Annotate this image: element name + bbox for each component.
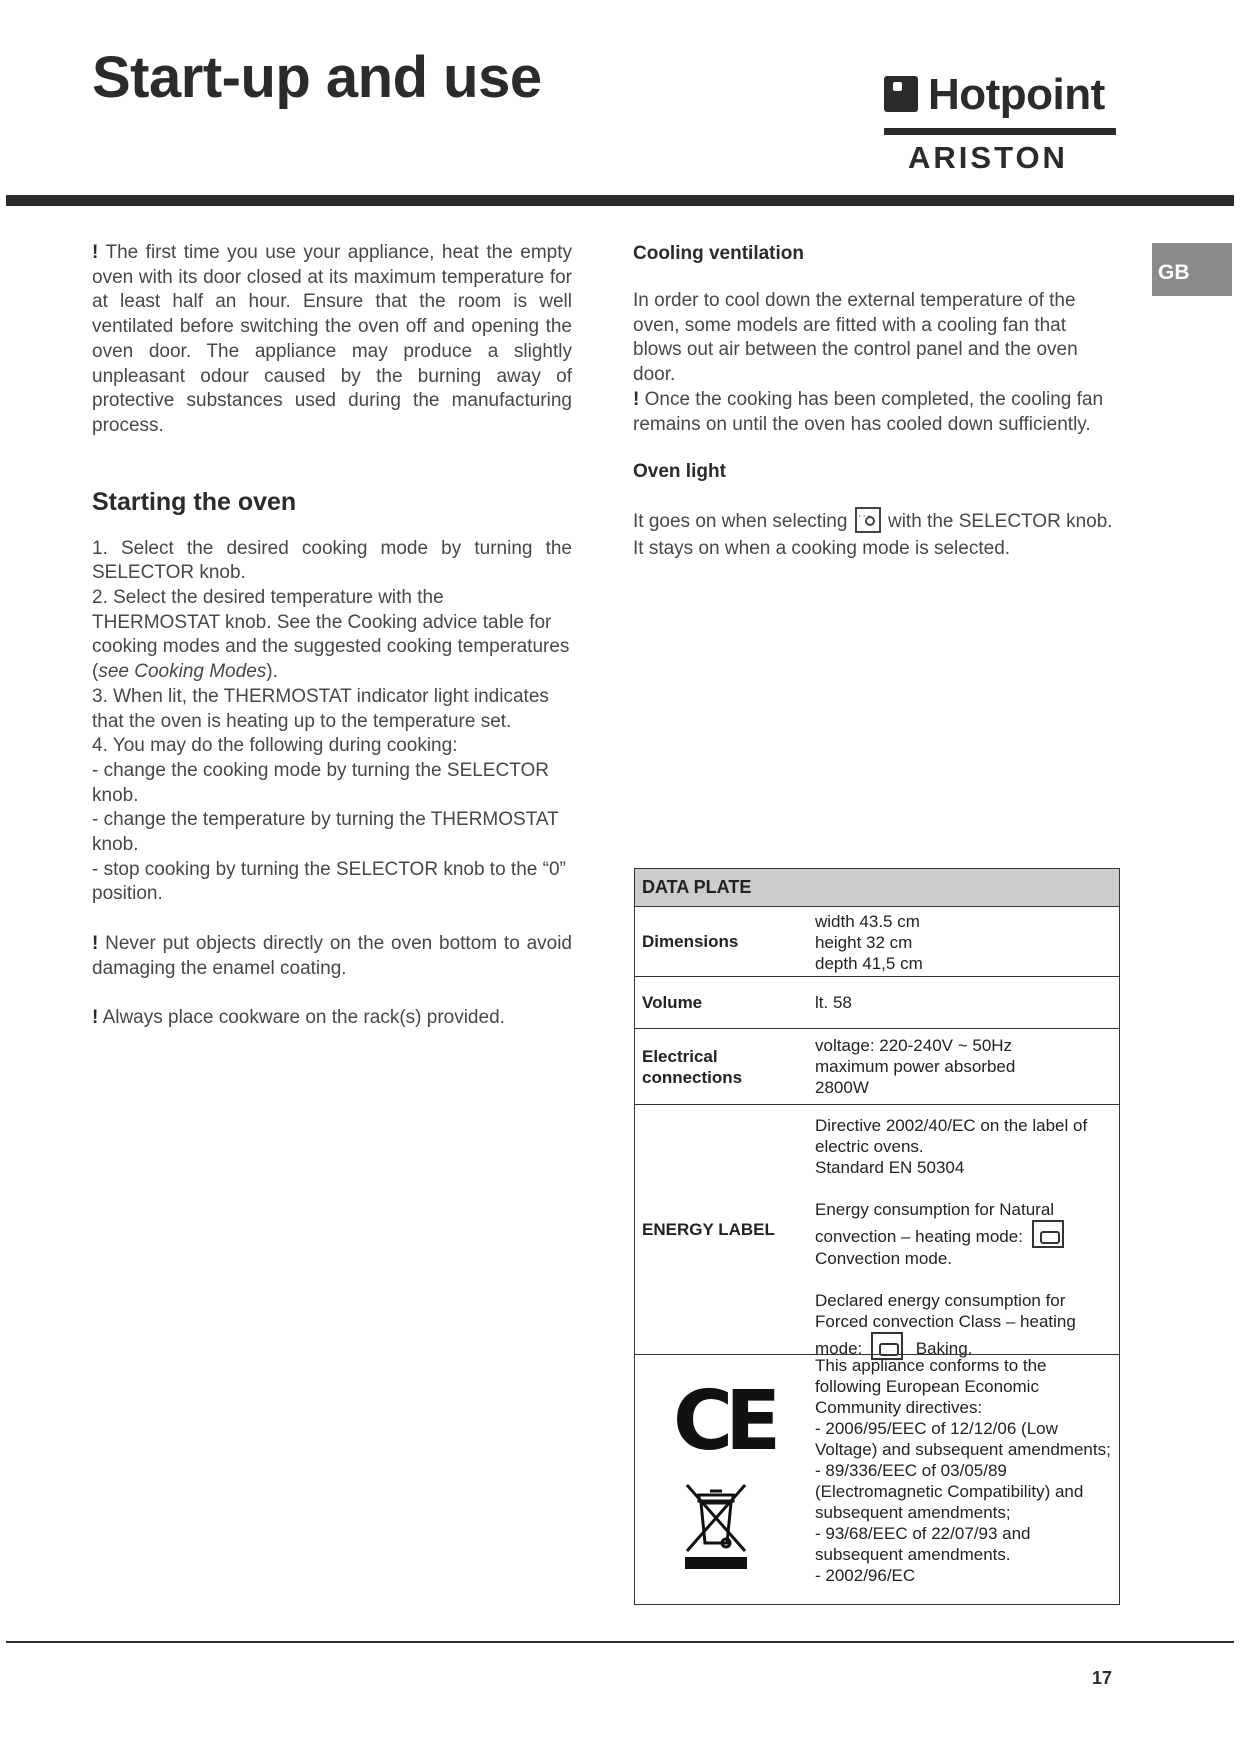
- volume-text: lt. 58: [815, 993, 852, 1012]
- warning-mark: !: [633, 388, 640, 410]
- step-4: 4. You may do the following during cooking:: [92, 735, 458, 757]
- convection-mode-icon: [1032, 1220, 1064, 1248]
- warning-mark: !: [92, 932, 99, 954]
- page-title: Start-up and use: [92, 45, 542, 110]
- energy-natural-text: Energy consumption for Natural convection – heating mode:: [815, 1200, 1055, 1246]
- energy-natural: [815, 1199, 1115, 1248]
- energy-values: [815, 1105, 1119, 1358]
- ce-mark: CE: [673, 1374, 774, 1469]
- step-2-text: 2. Select the desired temperature with the THERMOSTAT knob. See the Cooking advice table for cooking modes and the suggested cooking temperatures (: [92, 587, 570, 683]
- step-2: [92, 586, 572, 685]
- energy-directive: Directive 2002/40/EC on the label of electric ovens.: [815, 1116, 1088, 1156]
- oven-light-icon: [855, 507, 881, 533]
- warning-mark: !: [92, 1006, 99, 1028]
- electrical-label: Electrical connections: [642, 1046, 743, 1087]
- step-3: 3. When lit, the THERMOSTAT indicator light indicates that the oven is heating up to the temperature set.: [92, 685, 549, 732]
- oven-light-text: [633, 507, 1118, 562]
- intro-text: The first time you use your appliance, heat the empty oven with its door closed at its maximum temperature for at least half an hour. Ensure that the room is well ventilated before switching the oven off and opening the oven door. The appliance may produce a slightly unpleasant odour caused by the burning away of protective substances used during the manufacturing process.: [92, 242, 573, 436]
- energy-forced-text: Declared energy consumption for Forced convection Class – heating mode:: [815, 1291, 1076, 1358]
- energy-natural-mode: Convection mode.: [815, 1249, 953, 1268]
- cooking-modes-reference: see Cooking Modes: [98, 661, 267, 683]
- volume-label: Volume: [642, 993, 703, 1012]
- conformity-directive-4: - 2002/96/EC: [815, 1566, 916, 1585]
- row-dimensions: [635, 906, 1119, 976]
- header-divider: [6, 195, 1234, 206]
- warning-enamel: [92, 932, 572, 981]
- section-title-starting-oven: Starting the oven: [92, 487, 297, 516]
- step-4-bullet-1: - change the cooking mode by turning the SELECTOR knob.: [92, 759, 549, 806]
- dimensions-values: [815, 907, 1119, 976]
- baking-mode-icon: [871, 1332, 903, 1360]
- energy-standard: Standard EN 50304: [815, 1158, 965, 1177]
- conformity-marks: [635, 1355, 815, 1604]
- energy-label: ENERGY LABEL: [642, 1220, 775, 1239]
- warning-cookware-text: Always place cookware on the rack(s) provided.: [102, 1006, 505, 1028]
- brand-logo: [880, 70, 1120, 175]
- dimension-depth: depth 41,5 cm: [815, 954, 923, 973]
- oven-light-text-a: It goes on when selecting: [633, 511, 848, 533]
- warning-cookware: [92, 1006, 572, 1031]
- warning-enamel-text: Never put objects directly on the oven bottom to avoid damaging the enamel coating.: [92, 932, 572, 979]
- page-number: 17: [1092, 1668, 1113, 1688]
- cooling-ventilation-note: [633, 388, 1118, 437]
- energy-forced: [815, 1290, 1115, 1360]
- row-conformity: [635, 1354, 1119, 1604]
- dimension-height: height 32 cm: [815, 933, 913, 952]
- brand-mark-icon: [884, 76, 918, 112]
- intro-paragraph: [92, 241, 572, 439]
- brand-rule: [884, 128, 1116, 135]
- warning-mark: !: [92, 242, 99, 263]
- electrical-power: maximum power absorbed 2800W: [815, 1057, 1016, 1097]
- oven-light-title: Oven light: [633, 461, 726, 483]
- data-plate-header: DATA PLATE: [635, 869, 1119, 906]
- step-1: 1. Select the desired cooking mode by turning the SELECTOR knob.: [92, 537, 572, 584]
- cooling-ventilation-title: Cooling ventilation: [633, 243, 804, 264]
- data-plate-table: [634, 868, 1120, 1605]
- conformity-directive-1: - 2006/95/EEC of 12/12/06 (Low Voltage) and subsequent amendments;: [815, 1419, 1111, 1459]
- brand-sub: ARISTON: [908, 140, 1068, 175]
- row-electrical: [635, 1028, 1119, 1104]
- step-4-bullet-3: - stop cooking by turning the SELECTOR knob to the “0” position.: [92, 858, 566, 905]
- cooling-note-text: Once the cooking has been completed, the cooling fan remains on until the oven has cooled down sufficiently.: [633, 388, 1104, 435]
- electrical-values: [815, 1029, 1119, 1104]
- conformity-directive-3: - 93/68/EEC of 22/07/93 and subsequent amendments.: [815, 1524, 1031, 1564]
- volume-value: [815, 977, 1119, 1028]
- conformity-intro: This appliance conforms to the following European Economic Community directives:: [815, 1356, 1047, 1417]
- dimension-width: width 43.5 cm: [815, 912, 920, 931]
- conformity-text: [815, 1355, 1119, 1604]
- energy-forced-mode: Baking.: [915, 1339, 973, 1358]
- left-column: [92, 241, 572, 1031]
- row-energy-label: [635, 1104, 1119, 1358]
- dimensions-label: Dimensions: [642, 932, 739, 951]
- brand-name: Hotpoint: [928, 70, 1105, 119]
- language-tab: GB: [1152, 243, 1232, 296]
- conformity-directive-2: - 89/336/EEC of 03/05/89 (Electromagnetic Compatibility) and subsequent amendments;: [815, 1461, 1084, 1522]
- cooling-ventilation-text: In order to cool down the external temperature of the oven, some models are fitted with a cooling fan that blows out air between the control panel and the oven door.: [633, 290, 1078, 386]
- right-column: [633, 241, 1118, 562]
- oven-light-text-b: with the SELECTOR knob. It stays on when a cooking mode is selected.: [633, 511, 1113, 560]
- weee-bin-icon: [681, 1481, 751, 1571]
- row-volume: [635, 976, 1119, 1028]
- footer-divider: [6, 1641, 1234, 1643]
- step-4-bullet-2: - change the temperature by turning the THERMOSTAT knob.: [92, 809, 559, 856]
- electrical-voltage: voltage: 220-240V ~ 50Hz: [815, 1036, 1013, 1055]
- step-2-end: ).: [266, 661, 278, 683]
